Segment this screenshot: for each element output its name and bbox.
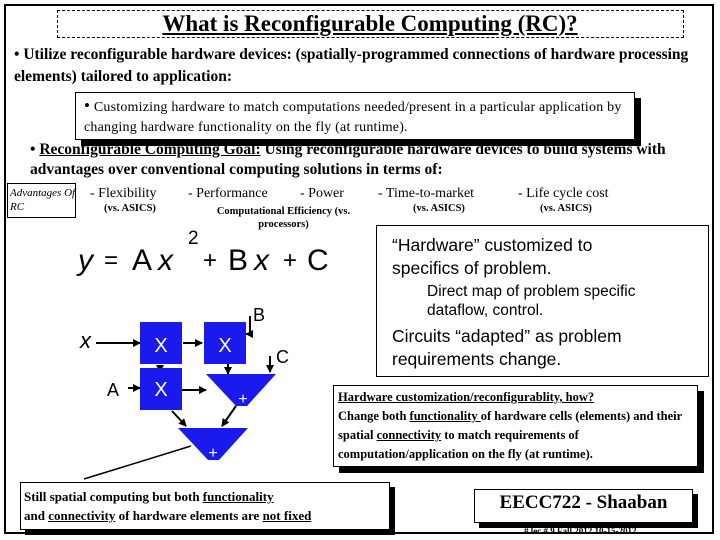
eq-a: A [132, 244, 153, 277]
input-a-label: A [107, 380, 120, 400]
eq-c: C [307, 244, 329, 277]
sub-bullet-text: Customizing hardware to match computations needed/present in a particular application by changing hardware functionality on the fly (at runtime). [84, 100, 622, 135]
still-p2: and [24, 508, 49, 523]
goal-label: Reconfigurable Computing Goal: [39, 141, 261, 158]
slide-title: What is Reconfigurable Computing (RC)? [162, 11, 578, 36]
hw-p1: Change both [338, 409, 410, 423]
mult-node-1-label: X [154, 335, 168, 357]
hw-heading: Hardware customization/reconfigurablity, how? [338, 390, 595, 404]
bullet-utilize-text: Utilize reconfigurable hardware devices: (spatially-programmed connections of hardware processing elements) tailored to application: [14, 46, 689, 85]
advantage-performance: - Performance [188, 186, 268, 201]
advantage-flexibility-vs: (vs. ASICS) [104, 203, 156, 214]
hw-connectivity: connectivity [376, 428, 442, 442]
eq-x: x [158, 244, 173, 277]
hw-p2: of hardware cells (elements) and their spatial [338, 409, 682, 442]
advantages-label: Advantages Of RC [10, 187, 76, 213]
still-p3: of hardware elements are [115, 508, 263, 523]
still-functionality: functionality [202, 489, 274, 504]
footer-text: # lec # 9 Fall 2012 10-15-2012 [524, 526, 637, 536]
right-line-4: dataflow, control. [427, 302, 544, 319]
add-node-2-label: + [208, 445, 218, 462]
advantage-time-to-market: - Time-to-market [378, 186, 475, 201]
edge-add1-add2 [222, 406, 236, 426]
hw-p3: to match requirements of computation/application on the fly (at runtime). [338, 428, 593, 461]
bullet-utilize: • Utilize reconfigurable hardware devices: (spatially-programmed connections of hardware processing elements) tailored to application: [14, 46, 689, 85]
right-line-3: Direct map of problem specific [427, 283, 636, 300]
right-line-6: requirements change. [392, 349, 562, 369]
advantage-power: - Power [300, 186, 344, 201]
still-p1: Still spatial computing but both [24, 489, 203, 504]
eq-y: y [78, 244, 93, 277]
right-line-2: specifics of problem. [392, 258, 552, 278]
goal-text: Using reconfigurable hardware devices to build systems with advantages over conventional computing solutions in terms of: [30, 141, 666, 178]
add-node-1-label: + [238, 391, 248, 408]
hw-customization-text [338, 388, 696, 464]
edge-mult3-add2 [172, 411, 186, 426]
still-spatial-text [24, 487, 388, 525]
input-x-label: x [80, 328, 91, 353]
hw-functionality: functionality [409, 409, 481, 423]
right-line-1: “Hardware” customized to [392, 235, 593, 255]
course-title: EECC722 - Shaaban [499, 492, 668, 513]
eq-x2: x [254, 244, 269, 277]
advantage-life-cycle-cost-vs: (vs. ASICS) [540, 203, 592, 214]
eq-b: B [228, 244, 249, 277]
eq-plus-2: + [283, 247, 298, 274]
input-b-label: B [253, 305, 266, 325]
edge-b-mult2 [246, 316, 250, 334]
bullet-goal: • Reconfigurable Computing Goal: Using reconfigurable hardware devices to build systems with advantages over conventional computing solutions in terms of: [30, 141, 666, 178]
eq-equals: = [104, 247, 119, 274]
eq-plus-1: + [203, 247, 218, 274]
eq-exponent: 2 [188, 228, 199, 249]
mult-node-2-label: X [218, 335, 232, 357]
callout-line [84, 446, 191, 479]
still-not-fixed: not fixed [262, 508, 312, 523]
advantage-life-cycle-cost: - Life cycle cost [518, 186, 609, 201]
mult-node-3-label: X [154, 379, 168, 401]
input-c-label: C [276, 347, 289, 367]
right-line-5: Circuits “adapted” as problem [392, 326, 622, 346]
still-connectivity: connectivity [48, 508, 116, 523]
advantage-time-to-market-vs: (vs. ASICS) [413, 203, 465, 214]
advantage-flexibility: - Flexibility [90, 186, 157, 201]
sub-bullet: • Customizing hardware to match computations needed/present in a particular application by changing hardware functionality on the fly (at runtime). [84, 96, 622, 135]
advantage-performance-vs: Computational Efficiency (vs. processors) [216, 206, 351, 230]
